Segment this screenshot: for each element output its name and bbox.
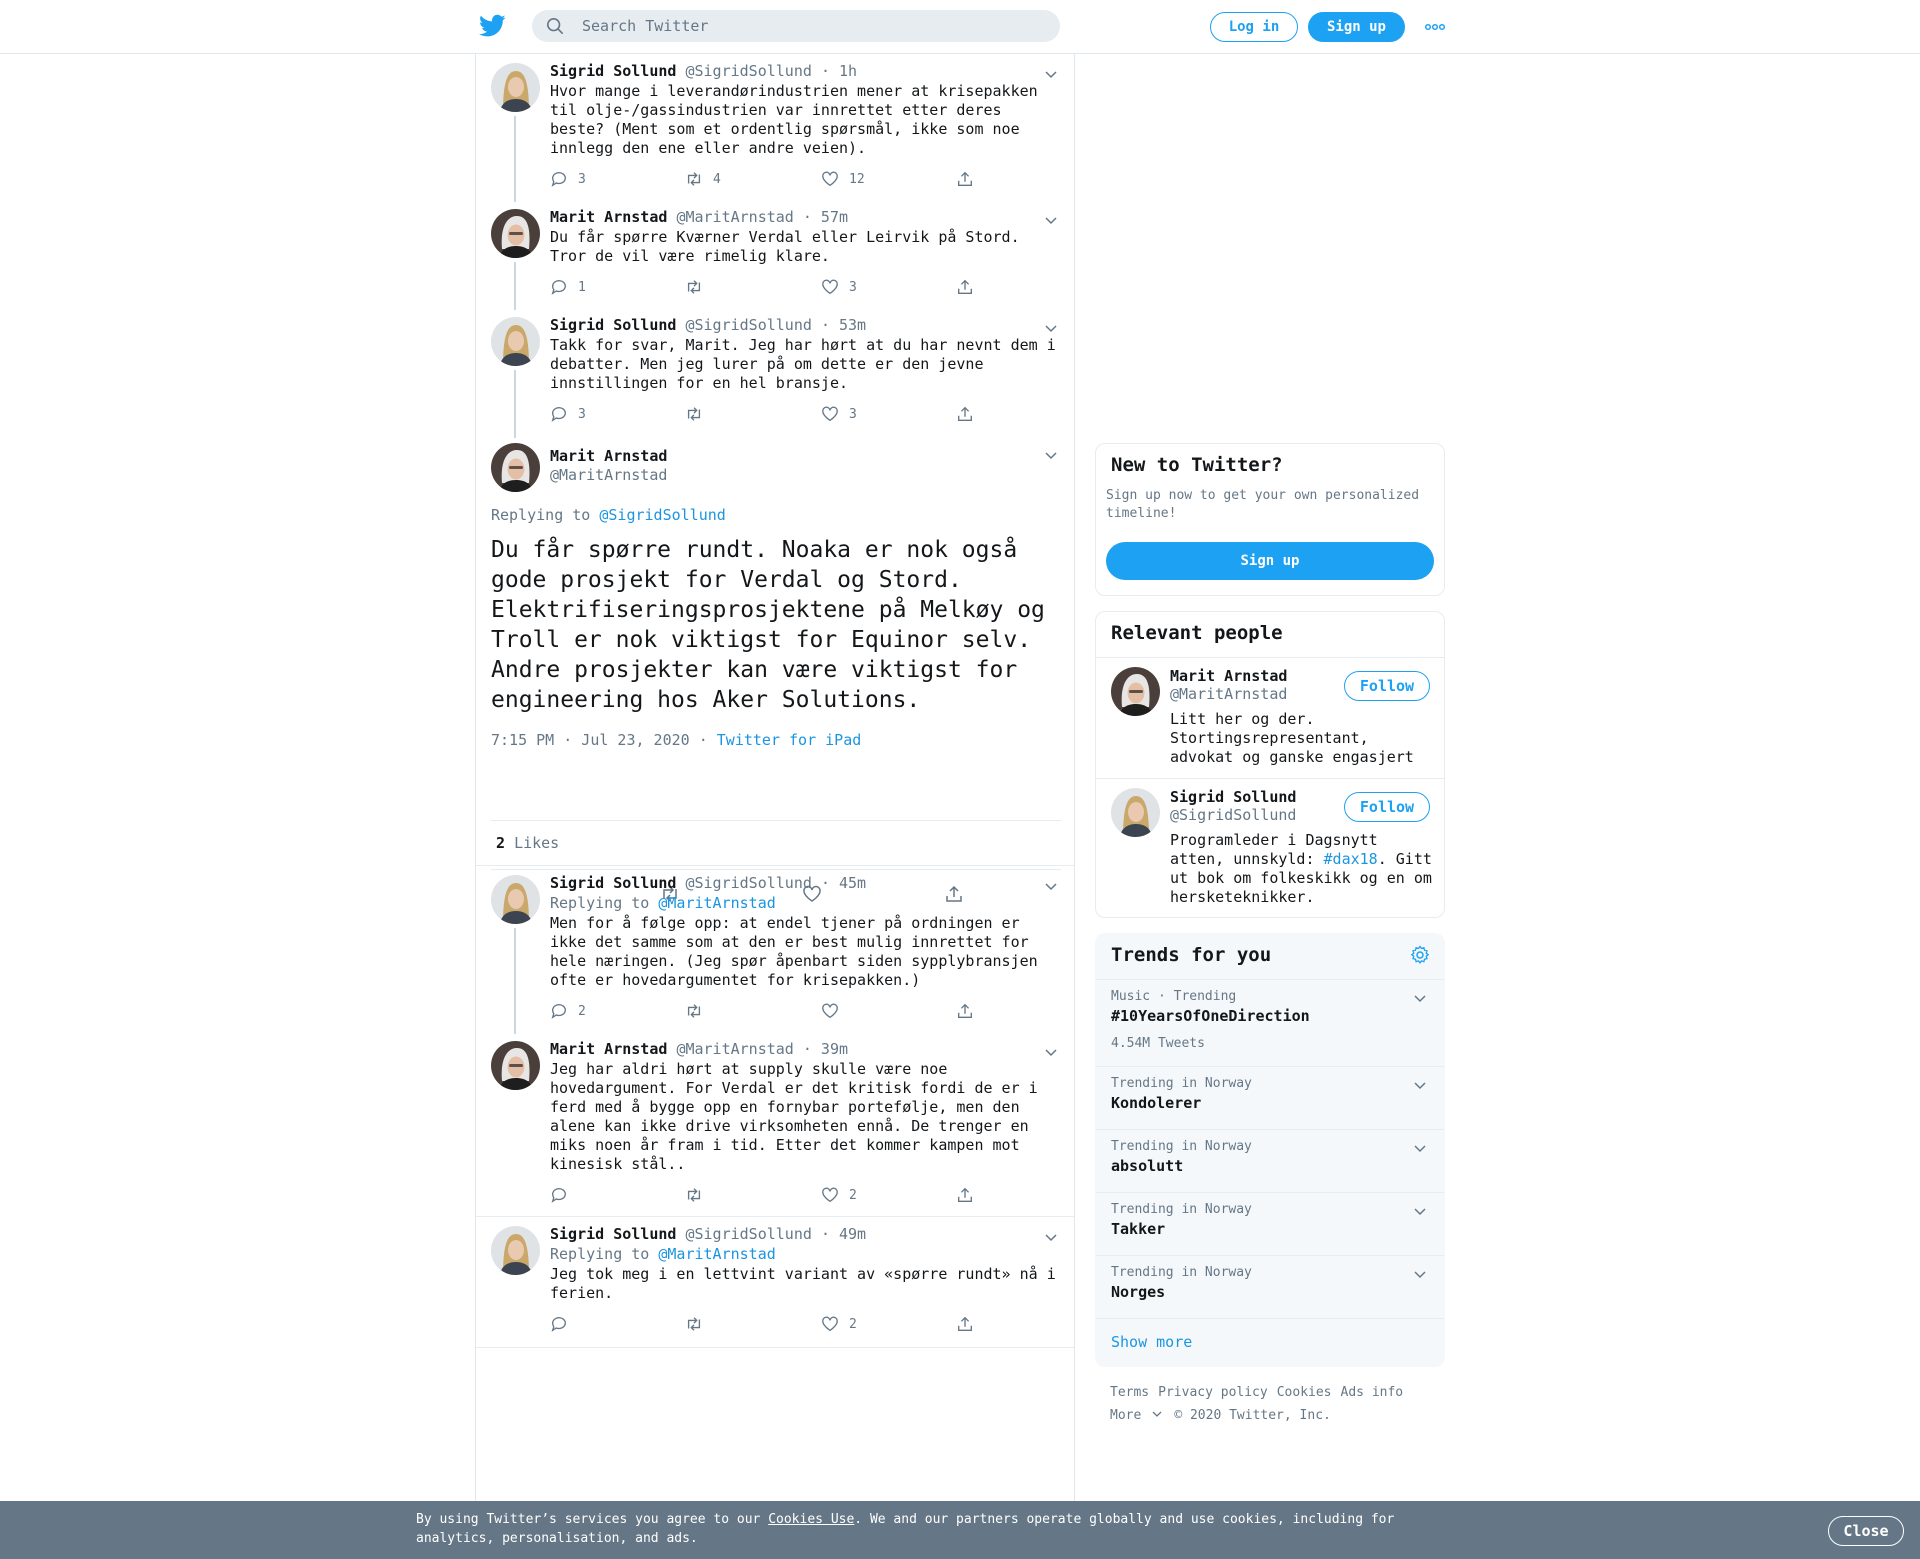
new-to-twitter-card	[1095, 443, 1445, 596]
like-button[interactable]	[821, 1314, 857, 1334]
author-handle[interactable]: @SigridSollund	[685, 62, 812, 80]
share-button[interactable]	[956, 1185, 984, 1205]
author-handle[interactable]: @MaritArnstad	[676, 208, 794, 226]
person-name[interactable]: Marit Arnstad	[1170, 667, 1288, 685]
heart-icon	[821, 170, 839, 188]
retweet-button[interactable]	[685, 277, 713, 297]
reply-tweet[interactable]	[476, 1217, 1074, 1347]
trend-name[interactable]: Norges	[1111, 1283, 1166, 1301]
chevron-down-icon[interactable]	[1044, 213, 1058, 227]
card-title: Trends for you	[1111, 944, 1272, 966]
reply-icon	[550, 1002, 568, 1020]
retweet-button[interactable]	[685, 169, 721, 189]
author-name[interactable]: Sigrid Sollund	[550, 316, 677, 334]
person-handle[interactable]: @MaritArnstad	[1170, 685, 1288, 703]
mention-link[interactable]: @SigridSollund	[599, 506, 726, 524]
thread-connector	[514, 262, 516, 310]
trend-name[interactable]: Takker	[1111, 1220, 1166, 1238]
divider	[476, 1347, 1074, 1348]
retweet-icon	[685, 1002, 703, 1020]
trend-name[interactable]: Kondolerer	[1111, 1094, 1202, 1112]
retweet-button[interactable]	[685, 1185, 713, 1205]
retweet-button[interactable]	[685, 1314, 713, 1334]
author-handle[interactable]: @SigridSollund	[685, 1225, 812, 1243]
thread-connector	[514, 370, 516, 438]
share-button[interactable]	[956, 169, 984, 189]
search-icon	[546, 17, 564, 35]
reply-icon	[550, 1315, 568, 1333]
reply-button[interactable]	[550, 169, 586, 189]
reply-icon	[550, 405, 568, 423]
chevron-down-icon[interactable]	[1044, 1230, 1058, 1244]
like-count: 3	[849, 279, 857, 295]
chevron-down-icon[interactable]	[1044, 67, 1058, 81]
trend-name[interactable]: absolutt	[1111, 1157, 1184, 1175]
search-input[interactable]	[582, 10, 1042, 42]
tweet-text: Jeg har aldri hørt at supply skulle være noe hovedargument. For Verdal er det kritisk fordi de er i ferd med å bygge opp en fornybar portefølje, men den alene kan ikke drive virksomheten ennå. De trenger en miks noen år fram i tid. Etter det kommer kampen mot kinesisk stål..	[550, 1060, 1038, 1173]
tweet-thread-column	[475, 54, 1075, 1559]
replying-to: Replying to @MaritArnstad	[550, 894, 776, 912]
like-button[interactable]	[821, 169, 865, 189]
author-handle[interactable]: @MaritArnstad	[550, 466, 668, 484]
trends-card	[1095, 933, 1445, 1367]
retweet-icon	[685, 405, 703, 423]
likes-summary[interactable]: 2 Likes	[496, 834, 560, 852]
trend-context: Music · Trending	[1111, 989, 1237, 1004]
replying-to: Replying to @MaritArnstad	[550, 1245, 776, 1263]
author-name[interactable]: Marit Arnstad	[550, 447, 668, 465]
footer-links	[1110, 1385, 1412, 1400]
tweet-actions	[550, 1001, 1000, 1021]
more-dots-icon[interactable]	[1424, 18, 1446, 36]
retweet-icon	[685, 278, 703, 296]
person-bio: Programleder i Dagsnytt atten, unnskyld: #dax18. Gitt ut bok om folkeskikk og en om hersketeknikker.	[1170, 831, 1432, 906]
tweet-text: Men for å følge opp: at endel tjener på ordningen er ikke det samme som at den er best mulig innrettet for hele næringen. (Jeg spør åpenbart siden sypplybransjen ofte er hovedargumentet for krisepakken.)	[550, 914, 1038, 989]
share-icon	[956, 1002, 974, 1020]
tweet-actions	[550, 404, 1000, 424]
author-handle[interactable]: @SigridSollund	[685, 874, 812, 892]
trend-context: Trending in Norway	[1111, 1076, 1252, 1091]
heart-icon	[821, 1002, 839, 1020]
reply-tweet[interactable]	[476, 1032, 1074, 1216]
sidebar-signup-button[interactable]: Sign up	[1106, 542, 1434, 580]
share-button[interactable]	[956, 1314, 984, 1334]
thread-connector	[514, 928, 516, 1034]
chevron-down-icon[interactable]	[1044, 448, 1058, 462]
avatar[interactable]	[491, 1226, 540, 1275]
share-button[interactable]	[956, 277, 984, 297]
author-handle[interactable]: @SigridSollund	[685, 316, 812, 334]
card-subtitle: Sign up now to get your own personalized timeline!	[1106, 488, 1420, 521]
tweet-time[interactable]: · 57m	[802, 208, 849, 226]
tweet-actions	[550, 1314, 1000, 1334]
retweet-count: 4	[713, 171, 721, 187]
thread-tweet[interactable]	[476, 54, 1074, 200]
like-count: 3	[849, 406, 857, 422]
author-handle[interactable]: @MaritArnstad	[676, 1040, 794, 1058]
retweet-icon	[685, 1186, 703, 1204]
mention-link[interactable]: @MaritArnstad	[658, 1245, 776, 1263]
tweet-text: Jeg tok meg i en lettvint variant av «spørre rundt» nå i ferien.	[550, 1265, 1056, 1302]
avatar[interactable]	[491, 209, 540, 258]
footer-more-row	[1110, 1408, 1340, 1423]
chevron-down-icon[interactable]	[1413, 1141, 1427, 1155]
tweet-actions	[550, 277, 1000, 297]
share-button[interactable]	[956, 1001, 984, 1021]
like-count: 12	[849, 171, 865, 187]
avatar[interactable]	[491, 875, 540, 924]
footer-link-cookies[interactable]: Cookies	[1276, 1385, 1332, 1400]
author-name[interactable]: Marit Arnstad	[550, 208, 668, 226]
cookie-notice: By using Twitter’s services you agree to our Cookies Use. We and our partners operate globally and use cookies, including for analytics, personalisation, and ads.	[416, 1512, 1395, 1546]
reply-count: 2	[578, 1003, 586, 1019]
show-more-row[interactable]	[1096, 1318, 1444, 1367]
chevron-down-icon[interactable]	[1413, 1267, 1427, 1281]
twitter-bird-icon[interactable]	[479, 14, 506, 38]
reply-button[interactable]	[550, 404, 586, 424]
author-name[interactable]: Sigrid Sollund	[550, 874, 677, 892]
author-name[interactable]: Marit Arnstad	[550, 1040, 668, 1058]
chevron-down-icon[interactable]	[1044, 321, 1058, 335]
reply-button[interactable]	[550, 1185, 578, 1205]
chevron-down-icon[interactable]	[1044, 1045, 1058, 1059]
share-icon	[956, 1315, 974, 1333]
tweet-time[interactable]: · 1h	[820, 62, 858, 80]
thread-tweet[interactable]	[476, 200, 1074, 308]
like-count: 2	[849, 1187, 857, 1203]
reply-count: 3	[578, 171, 586, 187]
heart-icon	[821, 1186, 839, 1204]
reply-icon	[550, 278, 568, 296]
share-button[interactable]	[956, 404, 984, 424]
tweet-time[interactable]: · 39m	[802, 1040, 849, 1058]
footer-link-ads[interactable]: Ads info	[1340, 1385, 1404, 1400]
footer-link-terms[interactable]: Terms	[1110, 1385, 1150, 1400]
tweet-timestamp: 7:15 PM · Jul 23, 2020 · Twitter for iPad	[491, 731, 862, 749]
reply-count: 3	[578, 406, 586, 422]
footer-more-button[interactable]: More	[1110, 1408, 1162, 1423]
relevant-people-card	[1095, 611, 1445, 918]
search-box[interactable]	[532, 10, 1060, 42]
chevron-down-icon	[1152, 1409, 1162, 1419]
share-icon	[956, 1186, 974, 1204]
reply-button[interactable]	[550, 277, 586, 297]
heart-icon	[821, 405, 839, 423]
show-more-link[interactable]: Show more	[1111, 1333, 1193, 1351]
divider	[491, 820, 1061, 821]
chevron-down-icon[interactable]	[1413, 991, 1427, 1005]
person-name[interactable]: Sigrid Sollund	[1170, 788, 1297, 806]
author-name[interactable]: Sigrid Sollund	[550, 62, 677, 80]
chevron-down-icon[interactable]	[1413, 1078, 1427, 1092]
heart-icon	[821, 278, 839, 296]
cookie-banner	[0, 1501, 1920, 1559]
avatar[interactable]	[491, 1041, 540, 1090]
trend-item[interactable]	[1096, 1192, 1444, 1255]
avatar[interactable]	[1111, 788, 1160, 837]
trend-item[interactable]	[1096, 1129, 1444, 1192]
reply-button[interactable]	[550, 1314, 578, 1334]
reply-count: 1	[578, 279, 586, 295]
signup-button[interactable]: Sign up	[1308, 12, 1405, 42]
chevron-down-icon[interactable]	[1413, 1204, 1427, 1218]
tweet-text: Du får spørre Kværner Verdal eller Leirvik på Stord. Tror de vil være rimelig klare.	[550, 228, 1020, 265]
trend-name[interactable]: #10YearsOfOneDirection	[1111, 1007, 1310, 1025]
trend-context: Trending in Norway	[1111, 1265, 1252, 1280]
trend-context: Trending in Norway	[1111, 1202, 1252, 1217]
reply-icon	[550, 170, 568, 188]
mention-link[interactable]: @MaritArnstad	[658, 894, 776, 912]
person-bio: Litt her og der. Stortingsrepresentant, advokat og ganske engasjert	[1170, 710, 1414, 766]
copyright: © 2020 Twitter, Inc.	[1174, 1408, 1331, 1423]
cookies-use-link[interactable]: Cookies Use	[768, 1512, 855, 1527]
hashtag-link[interactable]: #dax18	[1323, 850, 1378, 868]
footer-link-privacy[interactable]: Privacy policy	[1158, 1385, 1268, 1400]
avatar[interactable]	[1111, 667, 1160, 716]
focused-tweet	[476, 435, 1074, 920]
tweet-time[interactable]: · 49m	[820, 1225, 867, 1243]
close-button[interactable]: Close	[1828, 1516, 1904, 1546]
focused-tweet-text: Du får spørre rundt. Noaka er nok også gode prosjekt for Verdal og Stord. Elektrifiseringsprosjektene på Melkøy og Troll er nok viktigst for Equinor selv. Andre prosjekter kan være viktigst for engineering hos Aker Solutions.	[491, 537, 1045, 713]
like-button[interactable]	[821, 1185, 857, 1205]
person-item[interactable]	[1096, 657, 1444, 778]
tweet-actions	[550, 169, 1000, 189]
trend-item[interactable]	[1096, 1255, 1444, 1318]
author-name[interactable]: Sigrid Sollund	[550, 1225, 677, 1243]
share-icon	[956, 278, 974, 296]
reply-tweet[interactable]	[476, 866, 1074, 1032]
trend-item[interactable]	[1096, 979, 1444, 1066]
thread-connector	[514, 116, 516, 202]
person-item[interactable]	[1096, 778, 1444, 918]
reply-icon	[550, 1186, 568, 1204]
avatar[interactable]	[491, 443, 540, 492]
like-button[interactable]	[821, 277, 857, 297]
like-count: 2	[849, 1316, 857, 1332]
chevron-down-icon[interactable]	[1044, 879, 1058, 893]
tweet-actions	[550, 1185, 1000, 1205]
avatar[interactable]	[491, 317, 540, 366]
trend-item[interactable]	[1096, 1066, 1444, 1129]
follow-button[interactable]: Follow	[1344, 792, 1430, 822]
follow-button[interactable]: Follow	[1344, 671, 1430, 701]
like-button[interactable]	[821, 404, 857, 424]
card-title: Relevant people	[1111, 622, 1283, 644]
like-button[interactable]	[821, 1001, 849, 1021]
tweet-time[interactable]: · 45m	[820, 874, 867, 892]
thread-tweet[interactable]	[476, 308, 1074, 435]
replying-to: Replying to @SigridSollund	[491, 506, 726, 524]
tweet-text: Hvor mange i leverandørindustrien mener at krisepakken til olje-/gassindustrien var innrettet etter deres beste? (Ment som et ordentlig spørsmål, ikke som noe innlegg den ene eller andre veien).	[550, 82, 1038, 157]
retweet-button[interactable]	[685, 404, 713, 424]
avatar[interactable]	[491, 63, 540, 112]
person-handle[interactable]: @SigridSollund	[1170, 806, 1297, 824]
tweet-time[interactable]: · 53m	[820, 316, 867, 334]
login-button[interactable]: Log in	[1210, 12, 1298, 42]
reply-button[interactable]	[550, 1001, 586, 1021]
tweet-text: Takk for svar, Marit. Jeg har hørt at du har nevnt dem i debatter. Men jeg lurer på om dette er den jevne innstillingen for en hel bransje.	[550, 336, 1056, 392]
trend-context: Trending in Norway	[1111, 1139, 1252, 1154]
retweet-icon	[685, 1315, 703, 1333]
retweet-icon	[685, 170, 703, 188]
retweet-button[interactable]	[685, 1001, 713, 1021]
heart-icon	[821, 1315, 839, 1333]
top-header	[0, 0, 1920, 54]
tweet-source[interactable]: Twitter for iPad	[716, 731, 862, 749]
settings-gear-icon[interactable]	[1410, 945, 1430, 965]
card-title: New to Twitter?	[1111, 454, 1283, 476]
share-icon	[956, 170, 974, 188]
trend-count: 4.54M Tweets	[1111, 1036, 1205, 1051]
share-icon	[956, 405, 974, 423]
